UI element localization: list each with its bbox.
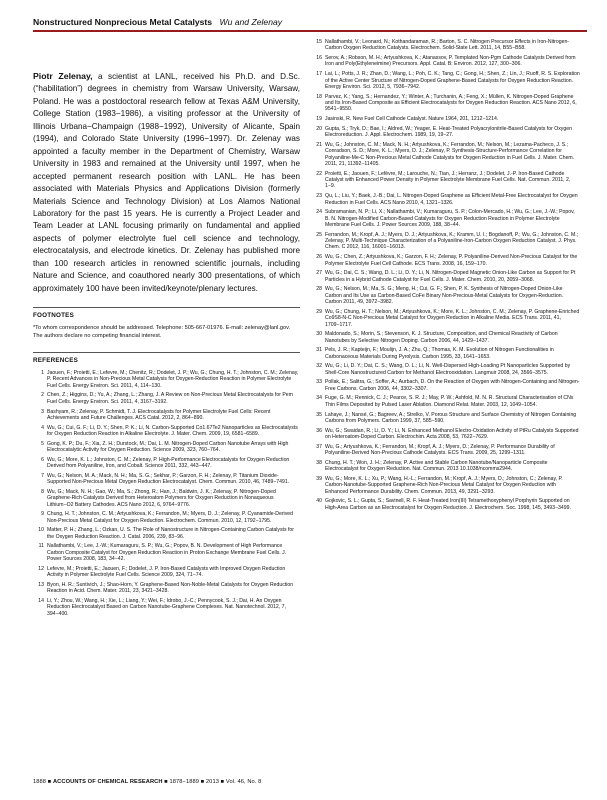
reference-text: Nallathambi, V.; Leonard, N.; Kothandaraman, R.; Barton, S. C. Nitrogen Precursor Effects in Iron-Nitrogen-Carbon Oxygen Reduction Catalysts. Electrochem. Solid-State Lett. 2011, 14, B55−B58.	[325, 39, 570, 52]
reference-number: 12	[38, 565, 44, 572]
publication-year: 2013	[205, 779, 219, 785]
reference-text: Jasinski, R. New Fuel Cell Cathode Catalyst. Nature 1964, 201, 1212−1214.	[325, 116, 499, 123]
reference-text: Proietti, E.; Jaouen, F.; Lefèvre, M.; Larouche, N.; Tian, J.; Herranz, J.; Dodelet, J.-P. Iron-Based Cathode Catalyst with Enhanced Power Density in Polymer Electrolyte Membrane Fuel Cells. Nat. Commun. 2011, 2, 1−9.	[325, 170, 571, 190]
reference-item	[311, 71, 580, 90]
reference-item	[311, 379, 580, 392]
reference-number: 3	[41, 408, 44, 415]
reference-number: 10	[38, 527, 44, 534]
reference-item	[311, 347, 580, 360]
reference-text: Wu, G.; Chung, H. T.; Nelson, M.; Artyushkova, K.; More, K. L.; Johnston, C. M.; Zelenay, P. Graphene-Enriched Co9S8-N-C Non-Precious Metal Catalyst for Oxygen Reduction in Alkaline Media. ECS Trans. 2011, 41, 1709−1717.	[325, 308, 580, 328]
conflict-note: The authors declare no competing financial interest.	[33, 332, 162, 339]
reference-text: Chen, Z.; Higgins, D.; Yu, A.; Zhang, L.; Zhang, J. A Review on Non-Precious Metal Electrocatalysts for Pem Fuel Cells. Energy Environ. Sci. 2011, 4, 3167−3192.	[47, 392, 293, 405]
reference-text: Wu, G.; More, K. L.; Xu, P.; Wang, H.-L.; Ferrandon, M.; Kropf, A. J.; Myers, D.; Johnston, C.; Zelenay, P. Carbon-Nanotube-Supported Graphene-Rich Non-Precious Metal Catalyst for Oxygen Reduction with Enhanced Performance Durability. Chem. Commun. 2013, 49, 3291−3293.	[325, 475, 563, 495]
reference-number: 37	[316, 443, 322, 450]
reference-item	[311, 232, 580, 251]
bio-author-name: Piotr Zelenay,	[33, 71, 93, 81]
reference-item	[311, 126, 580, 139]
reference-text: Wu, G.; Nelson, M. A.; Mack, N. H.; Ma, S. G.; Sekhar, P.; Garzon, F. H.; Zelenay, P. Titanium Dioxide-Supported Non-Precious Metal Oxygen Reduction Electrocatalyst. Chem. Commun. 2010, 46, 7489−7491.	[47, 472, 290, 486]
correspondence-note: *To whom correspondence should be addressed. Telephone: 505-667-01976. E-mail: zelenay@lanl.gov.	[33, 325, 291, 332]
author-biography	[33, 70, 300, 295]
reference-item	[33, 511, 300, 524]
reference-item	[33, 457, 300, 470]
reference-number: 16	[316, 55, 322, 62]
reference-item	[33, 409, 300, 422]
reference-text: Chung, H. T.; Won, J. H.; Zelenay, P. Active and Stable Carbon Nanotube/Nanoparticle Composite Electrocatalyst for Oxygen Reduction. Nat. Commun. 2013 10.1038/ncomms2944.	[325, 459, 548, 473]
reference-text: Wu, G.; Chen, Z.; Artyushkova, K.; Garzon, F. H.; Zelenay, P. Polyaniline-Derived Non-Precious Catalyst for the Polymer Electrolyte Fuel Cell Cathode. ECS Trans. 2008, 16, 159−170.	[325, 254, 578, 267]
reference-number: 7	[41, 472, 44, 479]
reference-item	[311, 254, 580, 267]
reference-number: 9	[41, 511, 44, 518]
reference-number: 19	[316, 116, 322, 123]
reference-item	[33, 473, 300, 486]
reference-number: 38	[316, 459, 322, 466]
reference-text: Maldonado, S.; Morin, S.; Stevenson, K. J. Structure, Composition, and Chemical Reactivity of Carbon Nanotubes by Selective Nitrogen Doping. Carbon 2006, 44, 1429−1437.	[325, 331, 558, 344]
reference-text: Serov, A.; Robson, M. H.; Artyushkova, K.; Atanassov, P. Templated Non-Pgm Cathode Catalysts Derived from Iron and Poly(Ethyleneimine) Precursors. Appl. Catal. B: Environ. 2012, 127, 300−306.	[325, 55, 576, 68]
reference-item	[33, 441, 300, 454]
reference-text: Wu, G.; Mack, N. H.; Gao, W.; Ma, S.; Zhong, R.; Han, J.; Baldwin, J. K.; Zelenay, P. Nitrogen-Doped Graphene-Rich Catalysts Derived from Heteroatom Polymers for Oxygen Reduction in Nonaqueous Lithium−O2 Battery Cathodes. ACS Nano 2012, 6, 9764−9776.	[47, 488, 276, 508]
reference-number: 34	[316, 395, 322, 402]
reference-number: 24	[316, 209, 322, 216]
reference-item	[311, 395, 580, 408]
reference-item	[311, 142, 580, 168]
journal-name: ACCOUNTS OF CHEMICAL RESEARCH	[52, 779, 163, 785]
page-number: 1888	[33, 779, 47, 785]
reference-number: 22	[316, 170, 322, 177]
reference-item	[33, 370, 300, 389]
reference-item	[311, 209, 580, 228]
reference-item	[33, 489, 300, 508]
reference-text: Byon, H. R.; Suntivich, J.; Shao-Horn, Y. Graphene-Based Non-Noble-Metal Catalysts for Oxygen Reduction Reaction in Acid. Chem. Mater. 2011, 23, 3421−3428.	[47, 581, 294, 595]
footer-sep: ■	[164, 779, 170, 785]
reference-number: 17	[316, 71, 322, 78]
reference-text: Wu, G.; Dai, C. S.; Wang, D. L.; Li, D. Y.; Li, N. Nitrogen-Doped Magnetic Onion-Like Carbon as Support for Pt Particles in a Hybrid Cathode Catalyst for Fuel Cells. J. Mater. Chem. 2010, 20, 3059−3068.	[325, 270, 576, 283]
reference-text: Wu, G.; Artyushkova, K.; Ferrandon, M.; Kropf, A. J.; Myers, D.; Zelenay, P. Performance Durability of Polyaniline-Derived Non-Precious Cathode Catalysts. ECS Trans. 2009, 25, 1299−1311.	[325, 443, 555, 457]
reference-number: 29	[316, 308, 322, 315]
reference-list-right	[311, 39, 580, 511]
reference-item	[311, 55, 580, 68]
reference-number: 35	[316, 411, 322, 418]
reference-number: 30	[316, 331, 322, 338]
reference-number: 23	[316, 193, 322, 200]
left-column	[33, 70, 300, 620]
bio-text: a scientist at LANL, received his Ph.D. and D.Sc. (“habilitation”) degrees in chemistry from Warsaw University, Warsaw, Poland. He was a postdoctoral research fellow at Texas A&M University, College Station (1983−1986), a visiting professor at the University of Illinois Urbana−Champaign (1988−1992), University of Alicante, Spain (1994), and Colorado State University (1996−1997). Dr. Zelenay was appointed a faculty member in the Department of Chemistry, Warsaw University in 1983 and remained at the University until 1997, when he accepted permanent research position with LANL. He has been associated with Materials Physics and Applications Division (formerly Materials Science and Technology Division) at Los Alamos National Laboratory for the past 15 years. He is currently a Project Leader and Team Leader at LANL focusing primarily on fundamental and applied aspects of polymer electrolyte fuel cell science and technology, electrocatalysis, and electrode kinetics. Dr. Zelenay has published more than 100 research articles in renowned scientific journals, including Nature and Science, and coauthored nearly 300 presentations, of which approximately 100 have been invited/keynote/plenary lectures.	[33, 72, 300, 293]
reference-item	[33, 543, 300, 562]
reference-text: Lai, L.; Potts, J. R.; Zhan, D.; Wang, L.; Poh, C. K.; Tang, C.; Gong, H.; Shen, Z.; Lin, J.; Ruoff, R. S. Exploration of the Active Center Structure of Nitrogen-Doped Graphene-Based Catalysts for Oxygen Reduction Reaction. Energy Environ. Sci. 2012, 5, 7936−7942.	[325, 71, 580, 90]
reference-number: 32	[316, 363, 322, 370]
reference-text: Chung, H. T.; Johnston, C. M.; Artyushkova, K.; Ferrandon, M.; Myers, D. J.; Zelenay, P. Cyanamide-Derived Non-Precious Metal Catalyst for Oxygen Reduction. Electrochem. Commun. 2010, 12, 1792−1795.	[47, 511, 293, 524]
reference-text: Wu, G.; Li, D. Y.; Dai, C. S.; Wang, D. L.; Li, N. Well-Dispersed High-Loading Pt Nanoparticles Supported by Shell-Core Nanostructured Carbon for Methanol Electrooxidation. Langmuir 2008, 24, 3566−3575.	[325, 363, 571, 376]
reference-item	[311, 270, 580, 283]
reference-text: Fuge, G. M.; Rennick, C. J.; Pearce, S. R. J.; May, P. W.; Ashfold, M. N. R. Structural Characterisation of CNx Thin Films Deposited by Pulsed Laser Ablation. Diamond Relat. Mater. 2003, 12, 1049−1054.	[325, 395, 574, 408]
reference-item	[311, 412, 580, 425]
reference-number: 11	[38, 543, 44, 550]
reference-number: 26	[316, 254, 322, 261]
references-heading: REFERENCES	[33, 356, 79, 364]
volume-issue: Vol. 46, No. 8	[225, 779, 262, 785]
reference-text: Pollak, E.; Salitra, G.; Soffer, A.; Aurbach, D. On the Reaction of Oxygen with Nitrogen-Containing and Nitrogen-Free Carbons. Carbon 2006, 44, 3302−3307.	[325, 379, 580, 392]
reference-text: Qu, L.; Liu, Y.; Baek, J.-B.; Dai, L. Nitrogen-Doped Graphene as Efficient Metal-Free Electrocatalyst for Oxygen Reduction in Fuel Cells. ACS Nano 2010, 4, 1321−1326.	[325, 193, 578, 206]
reference-text: Gong, K. P.; Du, F.; Xia, Z. H.; Durstock, M.; Dai, L. M. Nitrogen-Doped Carbon Nanotube Arrays with High Electrocatalytic Activity for Oxygen Reduction. Science 2009, 323, 760−764.	[47, 440, 289, 454]
reference-item	[33, 392, 300, 405]
footer-sep: ■	[220, 779, 226, 785]
reference-text: Lahaye, J.; Nansé, G.; Bagreev, A.; Strelko, V. Porous Structure and Surface Chemistry of Nitrogen Containing Carbons from Polymers. Carbon 1999, 37, 585−590.	[325, 411, 577, 424]
reference-list-left	[33, 370, 300, 617]
reference-item	[33, 582, 300, 595]
reference-number: 5	[41, 440, 44, 447]
reference-item	[33, 425, 300, 438]
reference-item	[311, 116, 580, 122]
reference-text: Jaouen, F.; Proietti, E.; Lefevre, M.; Chenitz, R.; Dodelet, J. P.; Wu, G.; Chung, H. T.; Johnston, C. M.; Zelenay, P. Recent Advances in Non-Precious Metal Catalysis for Oxygen-Reduction Reaction in Polymer Electrolyte Fuel Cells. Energy Environ. Sci. 2011, 4, 114−130.	[47, 369, 299, 389]
reference-number: 15	[316, 39, 322, 45]
reference-number: 25	[316, 231, 322, 238]
header-authors: Wu and Zelenay	[219, 17, 283, 27]
reference-number: 6	[41, 456, 44, 463]
footer-sep: ■	[200, 779, 206, 785]
reference-text: Li, Y.; Zhou, W.; Wang, H.; Xie, L.; Liang, Y.; Wei, F.; Idrobo, J.-C.; Pennycook, S. J.; Dai, H. An Oxygen Reduction Electrocatalyst Based on Carbon Nanotube-Graphene Complexes. Nat. Nanotechnol. 2012, 7, 394−400.	[47, 598, 286, 617]
reference-text: Parvez, K.; Yang, S.; Hernandez, Y.; Winter, A.; Turchanin, A.; Feng, X.; Müllen, K. Nitrogen-Doped Graphene and Its Iron-Based Composite as Efficient Electrocatalysts for Oxygen Reduction Reaction. ACS Nano 2012, 6, 9541−9550.	[325, 93, 577, 113]
reference-item	[311, 460, 580, 473]
reference-item	[311, 444, 580, 457]
reference-text: Wu, G.; More, K. L.; Johnston, C. M.; Zelenay, P. High-Performance Electrocatalysts for Oxygen Reduction Derived from Polyaniline, Iron, and Cobalt. Science 2011, 332, 443−447.	[47, 456, 290, 470]
reference-item	[311, 498, 580, 511]
reference-item	[311, 363, 580, 376]
reference-number: 36	[316, 427, 322, 434]
reference-item	[311, 428, 580, 441]
reference-text: Nallathambi, V.; Lee, J.-W.; Kumaraguru, S. P.; Wu, G.; Popov, B. N. Development of High Performance Carbon Composite Catalyst for Oxygen Reduction Reaction in Proton Exchange Membrane Fuel Cells. J. Power Sources 2008, 183, 34−42.	[47, 543, 287, 563]
reference-text: Gojkovic, S. L.; Gupta, S.; Savinell, R. F. Heat-Treated Iron(III) Tetramethoxyphenyl Porphyrin Supported on High-Area Carbon as an Electrocatalyst for Oxygen Reduction. J. Electrochem. Soc. 1998, 145, 3493−3499.	[325, 498, 571, 511]
page-footer	[33, 779, 261, 785]
reference-item	[311, 193, 580, 206]
reference-number: 13	[38, 581, 44, 588]
reference-number: 20	[316, 125, 322, 132]
reference-number: 31	[316, 347, 322, 354]
reference-text: Pels, J. R.; Kapteijn, F.; Moulijn, J. A.; Zhu, Q.; Thomas, K. M. Evolution of Nitrogen Functionalities in Carbonaceous Materials During Pyrolysis. Carbon 1995, 33, 1641−1653.	[325, 347, 554, 360]
reference-text: Matter, P. H.; Zhang, L.; Ozkan, U. S. The Role of Nanostructure in Nitrogen-Containing Carbon Catalysts for the Oxygen Reduction Reaction. J. Catal. 2006, 239, 83−96.	[47, 527, 294, 540]
reference-item	[311, 171, 580, 190]
reference-item	[311, 309, 580, 328]
reference-text: Wu, G.; Nelson, M.; Ma, S. G.; Meng, H.; Cui, G. F.; Shen, P. K. Synthesis of Nitrogen-Doped Onion-Like Carbon and Its Use as Carbon-Based CoFe Binary Non-Precious-Metal Catalysts for Oxygen-Reduction. Carbon 2011, 49, 3972−3982.	[325, 286, 564, 306]
reference-text: Lefevre, M.; Proietti, E.; Jaouen, F.; Dodelet, J. P. Iron-Based Catalysts with Improved Oxygen Reduction Activity in Polymer Electrolyte Fuel Cells. Science 2009, 324, 71−74.	[47, 565, 286, 579]
reference-text: Bashyam, R.; Zelenay, P. Schmidt, T. J. Electrocatalysts for Polymer Electrolyte Fuel Cells: Recent Achievements and Future Challenges. ACS Catal. 2012, 2, 864−890.	[47, 408, 271, 421]
reference-number: 33	[316, 379, 322, 386]
reference-number: 40	[316, 498, 322, 505]
reference-text: Wu, G.; Swaidan, R.; Li, D. Y.; Li, N. Enhanced Methanol Electro-Oxidation Activity of PtRu Catalysts Supported on Heteroatom-Doped Carbon. Electrochim. Acta 2008, 53, 7622−7629.	[325, 427, 579, 440]
reference-text: Gupta, S.; Tryk, D.; Bae, I.; Aldred, W.; Yeager, E. Heat-Treated Polyacrylonitrile-Based Catalysts for Oxygen Electroreduction. J. Appl. Electrochem. 1989, 19, 19−27.	[325, 125, 572, 139]
reference-number: 8	[41, 488, 44, 495]
reference-number: 1	[41, 369, 44, 376]
reference-item	[311, 331, 580, 344]
section-divider	[33, 352, 300, 353]
reference-number: 39	[316, 475, 322, 482]
reference-number: 4	[41, 424, 44, 431]
footer-sep: ■	[47, 779, 53, 785]
footnotes-heading: FOOTNOTES	[33, 312, 74, 320]
reference-text: Wu, G.; Cui, G. F.; Li, D. Y.; Shen, P. K.; Li, N. Carbon-Supported Co1.67Te2 Nanoparticles as Electrocatalysts for Oxygen Reduction Reaction in Alkaline Electrolyte. J. Mater. Chem. 2009, 19, 6581−6589.	[47, 424, 298, 437]
reference-number: 27	[316, 270, 322, 277]
reference-number: 21	[316, 141, 322, 148]
reference-text: Subramanian, N. P.; Li, X.; Nallathambi, V.; Kumaraguru, S. P.; Colon-Mercado, H.; Wu, G.; Lee, J.-W.; Popov, B. N. Nitrogen-Modified Carbon-Based Catalysts for Oxygen Reduction Reaction in Polymer Electrolyte Membrane Fuel Cells. J. Power Sources 2009, 188, 38−44.	[325, 209, 575, 228]
reference-item	[311, 476, 580, 495]
reference-item	[311, 39, 580, 52]
reference-item	[311, 94, 580, 113]
reference-text: Wu, G.; Johnston, C. M.; Mack, N. H.; Artyushkova, K.; Ferrandon, M.; Nelson, M.; Lezama-Pacheco, J. S.; Conradson, S. D.; More, K. L.; Myers, D. J.; Zelenay, P. Synthesis-Structure-Performance Correlation for Polyaniline-Me-C Non-Precious Metal Cathode Catalysts for Oxygen Reduction in Fuel Cells. J. Mater. Chem. 2011, 21, 11392−11405.	[325, 141, 575, 167]
reference-item	[311, 286, 580, 305]
reference-item	[33, 527, 300, 540]
header-section-title: Nonstructured Nonprecious Metal Catalysts	[33, 17, 213, 27]
reference-number: 14	[38, 598, 44, 604]
reference-number: 18	[316, 93, 322, 100]
running-header	[33, 14, 587, 32]
reference-item	[33, 598, 300, 617]
reference-item	[33, 566, 300, 579]
citation-pages: 1878−1889	[169, 779, 200, 785]
section-divider	[33, 307, 300, 308]
reference-number: 28	[316, 286, 322, 293]
right-column	[311, 39, 580, 514]
reference-number: 2	[41, 392, 44, 399]
reference-text: Ferrandon, M.; Kropf, A. J.; Myers, D. J.; Artyushkova, K.; Kramm, U. I.; Bogdanoff, P.; Wu, G.; Johnston, C. M.; Zelenay, P. Multi-Technique Characterization of a Polyaniline-Iron-Carbon Oxygen Reduction Catalyst. J. Phys. Chem. C 2012, 116, 16001−16013.	[325, 231, 579, 251]
